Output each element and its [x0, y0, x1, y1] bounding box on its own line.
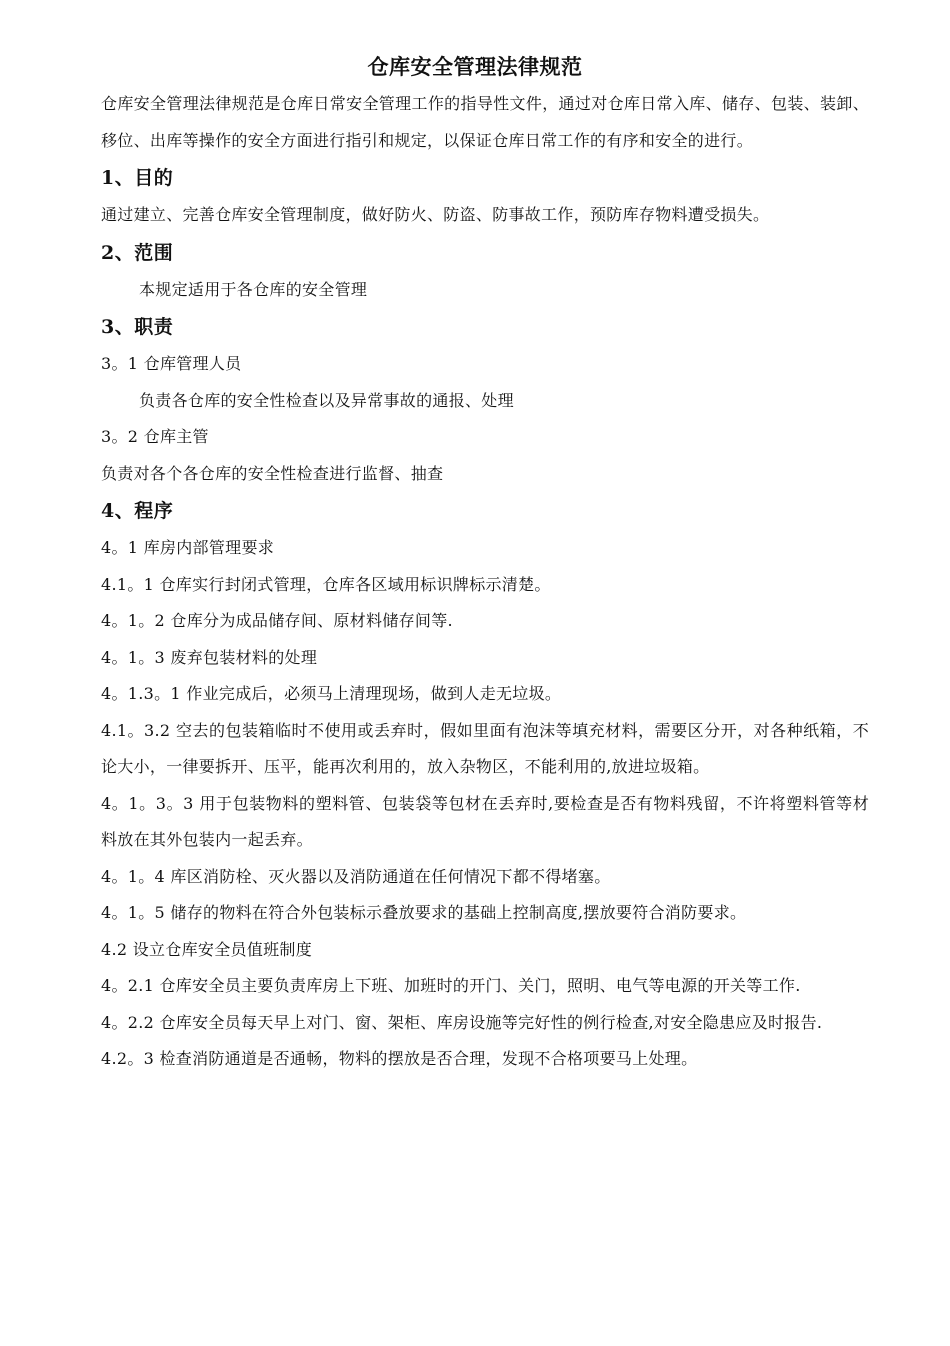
procedure-item-4-2-3: 4.2。3 检查消防通道是否通畅，物料的摆放是否合理，发现不合格项要马上处理。: [101, 1049, 698, 1068]
procedure-item-4-2: 4.2 设立仓库安全员值班制度: [101, 939, 313, 959]
scope-paragraph: 本规定适用于各仓库的安全管理: [139, 279, 368, 299]
section-heading-scope: 2、范围: [101, 241, 174, 264]
duty-warehouse-supervisor: 3。2 仓库主管: [101, 427, 209, 446]
procedure-item-4-1-2: 4。1。2 仓库分为成品储存间、原材料储存间等.: [101, 611, 453, 630]
procedure-item-4-1-3-1: 4。1.3。1 作业完成后，必须马上清理现场，做到人走无垃圾。: [101, 684, 562, 703]
procedure-item-4-1-3: 4。1。3 废弃包装材料的处理: [101, 647, 318, 667]
purpose-paragraph: 通过建立、完善仓库安全管理制度，做好防火、防盗、防事故工作，预防库存物料遭受损失。: [101, 205, 770, 224]
procedure-item-4-1-1: 4.1。1 仓库实行封闭式管理，仓库各区域用标识牌标示清楚。: [101, 574, 551, 594]
duty-warehouse-staff-body: 负责各仓库的安全性检查以及异常事故的通报、处理: [139, 390, 514, 410]
procedure-item-4-2-1: 4。2.1 仓库安全员主要负责库房上下班、加班时的开门、关门，照明、电气等电源的开关等工作.: [101, 976, 801, 995]
document-body: [101, 86, 869, 1078]
duty-warehouse-supervisor-body: 负责对各个各仓库的安全性检查进行监督、抽查: [101, 463, 444, 483]
section-heading-duties: 3、职责: [101, 316, 174, 338]
duty-warehouse-staff: 3。1 仓库管理人员: [101, 354, 242, 373]
section-heading-procedure: 4、程序: [101, 500, 174, 522]
procedure-item-4-1-4: 4。1。4 库区消防栓、灭火器以及消防通道在任何情况下都不得堵塞。: [101, 866, 611, 886]
document-title: 仓库安全管理法律规范: [367, 54, 583, 79]
procedure-item-4-1-3-2: 4.1。3.2 空去的包装箱临时不使用或丢弃时，假如里面有泡沫等填充材料，需要区分开，对各种纸箱，不论大小，一律要拆开、压平，能再次利用的，放入杂物区，不能利用的,放进垃圾箱。: [101, 720, 869, 776]
intro-paragraph: 仓库安全管理法律规范是仓库日常安全管理工作的指导性文件，通过对仓库日常入库、储存、包装、装卸、移位、出库等操作的安全方面进行指引和规定，以保证仓库日常工作的有序和安全的进行。: [101, 94, 869, 150]
procedure-item-4-1-5: 4。1。5 储存的物料在符合外包装标示叠放要求的基础上控制高度,摆放要符合消防要求。: [101, 903, 747, 922]
procedure-item-4-1: 4。1 库房内部管理要求: [101, 538, 275, 557]
procedure-item-4-1-3-3: 4。1。3。3 用于包装物料的塑料管、包装袋等包材在丢弃时,要检查是否有物料残留，不许将塑料管等材料放在其外包装内一起丢弃。: [101, 793, 869, 849]
procedure-item-4-2-2: 4。2.2 仓库安全员每天早上对门、窗、架柜、库房设施等完好性的例行检查,对安全隐患应及时报告.: [101, 1012, 823, 1032]
section-heading-purpose: 1、目的: [101, 167, 174, 189]
